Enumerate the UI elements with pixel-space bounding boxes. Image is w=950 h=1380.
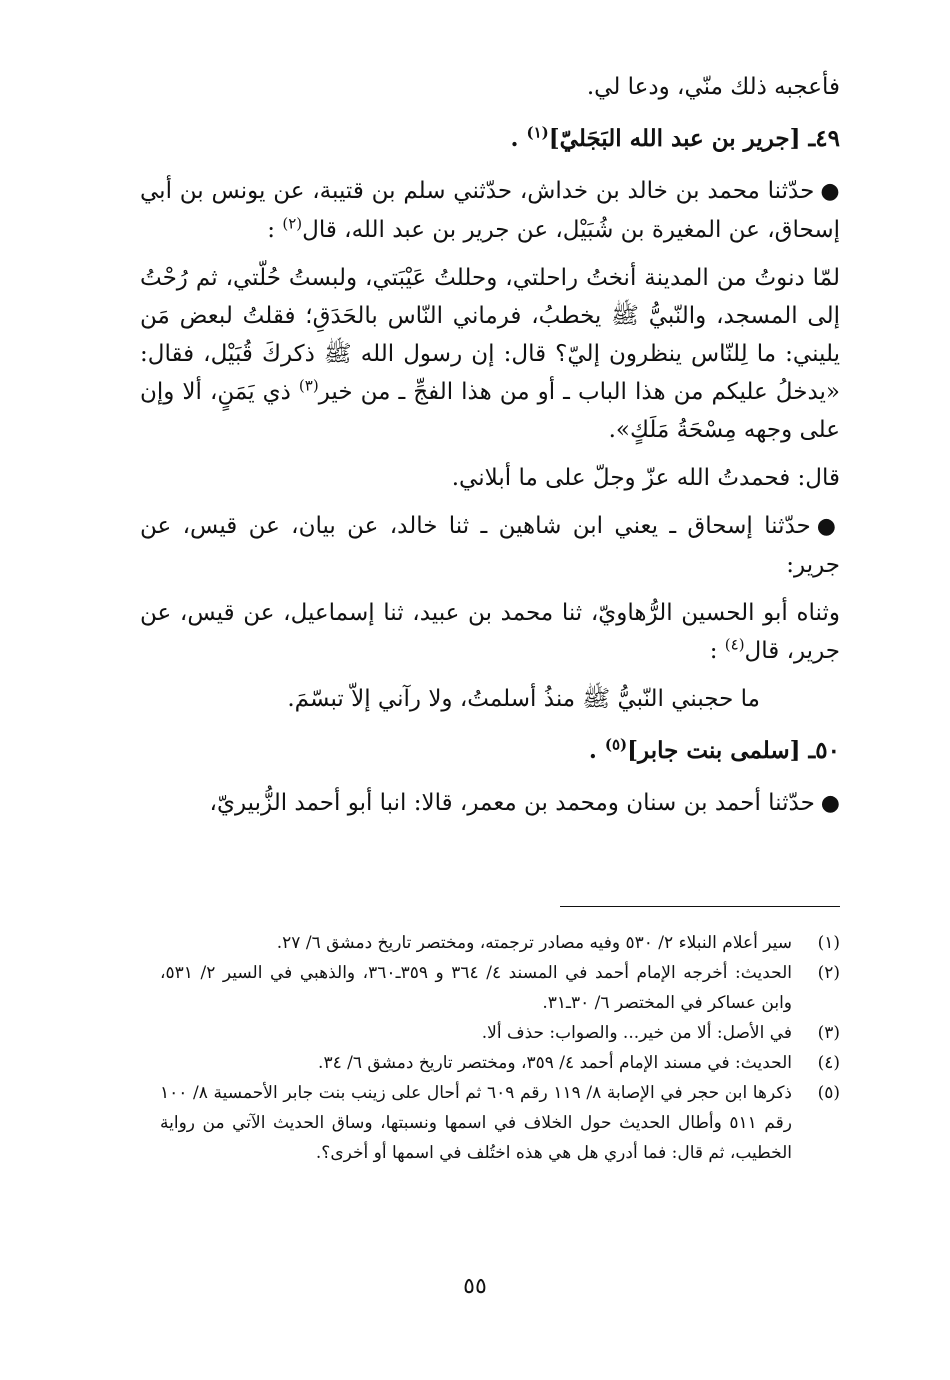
isnad-1-text: حدّثنا محمد بن خالد بن خداش، حدّثني سلم بن قتيبة، عن يونس بن أبي إسحاق، عن المغيرة بن شُبَيْل، عن جرير بن عبد الله، قال xyxy=(140,178,840,243)
main-text xyxy=(140,68,840,833)
footnote-number: (٣) xyxy=(817,1023,840,1043)
footnote-divider xyxy=(560,906,840,907)
footnote-text: ذكرها ابن حجر في الإصابة ٨/ ١١٩ رقم ٦٠٩ ثم أحال على زينب بنت جابر الأحمسية ٨/ ١٠٠ رقم ٥١١ وأطال الحديث حول الخلاف في اسمها ونسبتها، وساق الحديث الآتي من رواية الخطيب، ثم قال: فما أدري هل هي هذه اختُلف في اسمها أو أخرى؟. xyxy=(160,1083,792,1163)
isnad-3-tail: : xyxy=(709,638,725,664)
heading-49 xyxy=(140,120,840,158)
footnote-text: الحديث: أخرجه الإمام أحمد في المسند ٤/ ٣٦٤ و ٣٥٩ـ٣٦٠، والذهبي في السير ٢/ ٥٣١، وابن عساكر في المختصر ٦/ ٣٠ـ٣١. xyxy=(160,963,792,1013)
isnad-4-text: حدّثنا أحمد بن سنان ومحمد بن معمر، قالا: انبا أبو أحمد الزُّبيريّ، xyxy=(209,790,815,816)
footnote-ref-1: (١) xyxy=(526,123,549,142)
footnote-1 xyxy=(160,928,840,958)
hadith-1-text: لمّا دنوتُ من المدينة أنختُ راحلتي، وحللتُ عَيْبَتي، ولبستُ حُلّتي، ثم رُحْتُ إلى المسجد، والنّبيُّ ﷺ يخطبُ، فرماني النّاس بالحَدَقِ؛ فقلتُ لبعض مَن يليني: ما لِلنّاس ينظرون إليّ؟ قال: إن رسول الله ﷺ ذكركَ قُبَيْل، فقال: «يدخلُ عليكم من هذا الباب ـ أو من هذا الفجِّ ـ من خير xyxy=(140,265,840,405)
footnote-5 xyxy=(160,1078,840,1168)
bullet-icon: ● xyxy=(820,791,840,816)
footnote-text: في الأصل: ألا من خير... والصواب: حذف ألا. xyxy=(481,1023,792,1043)
hadith-paragraph-1 xyxy=(140,259,840,449)
isnad-1-tail: : xyxy=(267,217,283,243)
footnote-3 xyxy=(160,1018,840,1048)
footnote-4 xyxy=(160,1048,840,1078)
footnote-ref-5: (٥) xyxy=(604,735,628,754)
bullet-icon: ● xyxy=(816,514,841,539)
heading-49-text: ٤٩ـ [جرير بن عبد الله البَجَليّ] xyxy=(548,125,840,152)
footnote-text: سير أعلام النبلاء ٢/ ٥٣٠ وفيه مصادر ترجمته، ومختصر تاريخ دمشق ٦/ ٢٧. xyxy=(276,933,792,953)
isnad-2-text: حدّثنا إسحاق ـ يعني ابن شاهين ـ ثنا خالد، عن بيان، عن قيس، عن جرير: xyxy=(140,513,840,578)
heading-50 xyxy=(140,732,840,770)
isnad-paragraph-3 xyxy=(140,594,840,670)
hadith-conclusion: قال: فحمدتُ الله عزّ وجلّ على ما أبلاني. xyxy=(451,465,840,491)
bullet-icon: ● xyxy=(820,179,840,204)
footnote-ref-3: (٣) xyxy=(298,376,319,395)
footnote-ref-4: (٤) xyxy=(724,635,745,654)
footnote-number: (٢) xyxy=(817,963,840,983)
footnote-ref-2: (٢) xyxy=(282,214,303,233)
footnote-2 xyxy=(160,958,840,1018)
hadith-paragraph-2: ما حجبني النّبيُّ ﷺ منذُ أسلمتُ، ولا رآني إلاّ تبسّمَ. xyxy=(287,686,760,712)
footnote-number: (١) xyxy=(817,933,840,953)
footnotes xyxy=(160,928,840,1168)
isnad-3-text: وثناه أبو الحسين الرُّهاويّ، ثنا محمد بن عبيد، ثنا إسماعيل، عن قيس، عن جرير، قال xyxy=(140,600,840,664)
heading-49-tail: . xyxy=(510,125,527,152)
footnote-number: (٤) xyxy=(817,1053,840,1073)
footnote-number: (٥) xyxy=(817,1083,840,1103)
opening-line: فأعجبه ذلك منّي، ودعا لي. xyxy=(586,74,840,100)
heading-50-text: ٥٠ـ [سلمى بنت جابر] xyxy=(627,737,840,764)
isnad-paragraph-1 xyxy=(140,172,840,249)
footnote-text: الحديث: في مسند الإمام أحمد ٤/ ٣٥٩، ومختصر تاريخ دمشق ٦/ ٣٤. xyxy=(318,1053,792,1073)
heading-50-tail: . xyxy=(588,737,605,764)
isnad-paragraph-4 xyxy=(140,784,840,823)
page-number: ٥٥ xyxy=(463,1274,487,1299)
hadith-1-tail: ذي يَمَنٍ، ألا وإن على وجهه مِسْحَةُ مَلَكٍ». xyxy=(140,379,840,443)
isnad-paragraph-2 xyxy=(140,507,840,584)
